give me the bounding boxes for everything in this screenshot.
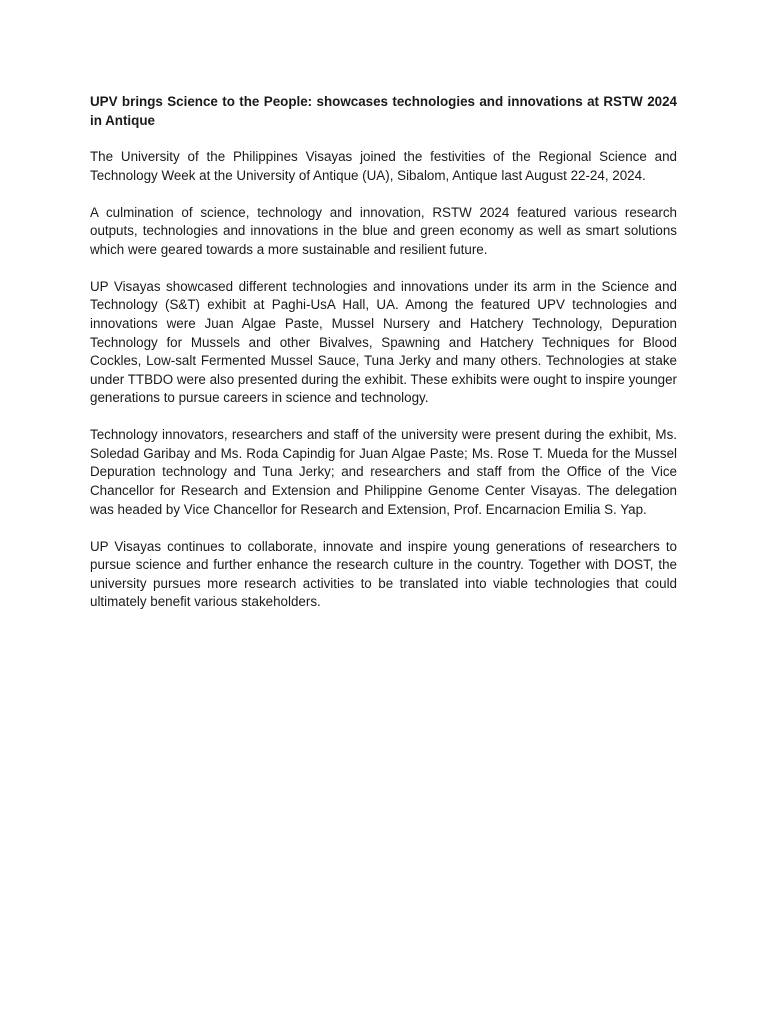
- paragraph-rstw-overview: A culmination of science, technology and innovation, RSTW 2024 featured various research outputs, technologies and innovations in the blue and green economy as well as smart solutions which were geared towards a more sustainable and resilient future.: [90, 204, 677, 257]
- paragraph-conclusion: UP Visayas continues to collaborate, innovate and inspire young generations of researchers to pursue science and further enhance the research culture in the country. Together with DOST, the university pursues more research activities to be translated into viable technologies that could ultimately benefit various stakeholders.: [90, 538, 677, 610]
- paragraph-technologies-showcased: UP Visayas showcased different technologies and innovations under its arm in the Science and Technology (S&T) exhibit at Paghi-UsA Hall, UA. Among the featured UPV technologies and innovations were Juan Algae Paste, Mussel Nursery and Hatchery Technology, Depuration Technology for Mussels and other Bivalves, Spawning and Hatchery Techniques for Blood Cockles, Low-salt Fermented Mussel Sauce, Tuna Jerky and many others. Technologies at stake under TTBDO were also presented during the exhibit. These exhibits were ought to inspire younger generations to pursue careers in science and technology.: [90, 278, 677, 406]
- paragraph-intro: The University of the Philippines Visayas joined the festivities of the Regional Science and Technology Week at the University of Antique (UA), Sibalom, Antique last August 22-24, 2024.: [90, 149, 677, 183]
- document-page: [90, 92, 677, 630]
- paragraph-innovators-present: Technology innovators, researchers and staff of the university were present during the exhibit, Ms. Soledad Garibay and Ms. Roda Capindig for Juan Algae Paste; Ms. Rose T. Mueda for the Mussel Depuration technology and Tuna Jerky; and researchers and staff from the Office of the Vice Chancellor for Research and Extension and Philippine Genome Center Visayas. The delegation was headed by Vice Chancellor for Research and Extension, Prof. Encarnacion Emilia S. Yap.: [90, 427, 677, 517]
- article-title: UPV brings Science to the People: showcases technologies and innovations at RSTW 2024 in Antique: [90, 94, 677, 128]
